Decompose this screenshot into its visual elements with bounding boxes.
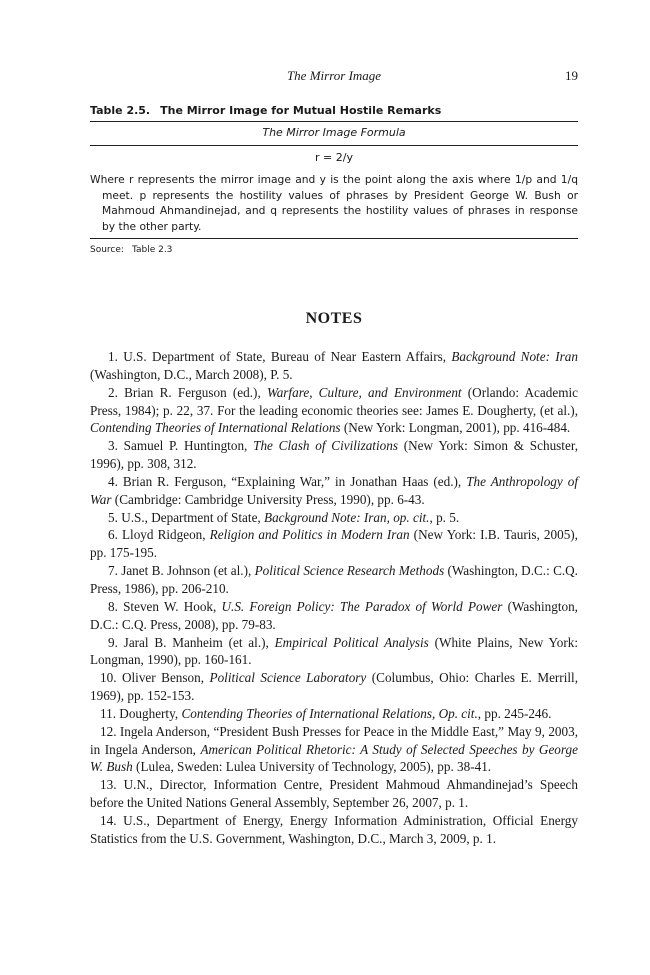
table-top-rule: [90, 121, 578, 122]
note-item: 7. Janet B. Johnson (et al.), Political Science Research Methods (Washington, D.C.: C.Q. Press, 1986), pp. 206-210.: [90, 563, 578, 596]
running-head: [90, 68, 578, 88]
note-item: 6. Lloyd Ridgeon, Religion and Politics in Modern Iran (New York: I.B. Tauris, 2005), pp. 175-195.: [90, 527, 578, 561]
source-label: Source:: [90, 245, 124, 255]
table-caption: [90, 104, 578, 117]
note-item: 1. U.S. Department of State, Bureau of Near Eastern Affairs, Background Note: Iran (Washington, D.C., March 2008), P. 5.: [90, 349, 578, 382]
note-item: 13. U.N., Director, Information Centre, President Mahmoud Ahmandinejad’s Speech before the United Nations General Assembly, September 26, 2007, p. 1.: [90, 777, 578, 811]
page-number: 19: [565, 68, 578, 83]
table-title: The Mirror Image for Mutual Hostile Remarks: [160, 104, 442, 117]
note-item: 9. Jaral B. Manheim (et al.), Empirical Political Analysis (White Plains, New York: Longman, 1990), pp. 160-161.: [90, 634, 578, 668]
note-item: 10. Oliver Benson, Political Science Laboratory (Columbus, Ohio: Charles E. Merrill, 1969), pp. 152-153.: [90, 670, 578, 704]
note-item: 2. Brian R. Ferguson (ed.), Warfare, Culture, and Environment (Orlando: Academic Press, 1984); p. 22, 37. For the leading economic theories see: James E. Dougherty, (et al.), Contending Theories of International Relations (New York: Longman, 2001), pp. 416-484.: [90, 384, 578, 436]
note-item: 3. Samuel P. Huntington, The Clash of Civilizations (New York: Simon & Schuster, 1996), pp. 308, 312.: [90, 438, 578, 472]
note-item: 5. U.S., Department of State, Background Note: Iran, op. cit., p. 5.: [108, 509, 460, 525]
note-item: 12. Ingela Anderson, “President Bush Presses for Peace in the Middle East,” May 9, 2003, in Ingela Anderson, American Political Rhetoric: A Study of Selected Speeches by George W. Bush (Lulea, Sweden: Lulea University of Technology, 2005), pp. 38-41.: [90, 723, 578, 775]
formula-heading: The Mirror Image Formula: [262, 126, 406, 139]
table-source: [90, 245, 578, 255]
notes-list: [90, 348, 578, 848]
note-item: 14. U.S., Department of Energy, Energy Information Administration, Official Energy Statistics from the U.S. Government, Washington, D.C., March 3, 2009, p. 1.: [90, 812, 578, 846]
source-value: Table 2.3: [131, 245, 173, 255]
formula: r = 2/y: [315, 151, 353, 164]
notes-heading: NOTES: [305, 310, 363, 327]
table-bottom-rule: [90, 238, 578, 239]
table-number: Table 2.5.: [90, 104, 151, 117]
formula-heading-rule: [90, 145, 578, 146]
note-item: 8. Steven W. Hook, U.S. Foreign Policy: The Paradox of World Power (Washington, D.C.: C.Q. Press, 2008), pp. 79-83.: [90, 598, 578, 632]
note-item: 11. Dougherty, Contending Theories of International Relations, Op. cit., pp. 245-246.: [100, 705, 552, 721]
note-item: 4. Brian R. Ferguson, “Explaining War,” in Jonathan Haas (ed.), The Anthropology of War (Cambridge: Cambridge University Press, 1990), pp. 6-43.: [90, 473, 578, 507]
running-title: The Mirror Image: [286, 68, 382, 83]
formula-explanation: Where r represents the mirror image and y is the point along the axis where 1/p and 1/q meet. p represents the hostility values of phrases by President George W. Bush or Mahmoud Ahmandinejad, and q represents the hostility values of phrases in response by the other party.: [90, 173, 578, 233]
